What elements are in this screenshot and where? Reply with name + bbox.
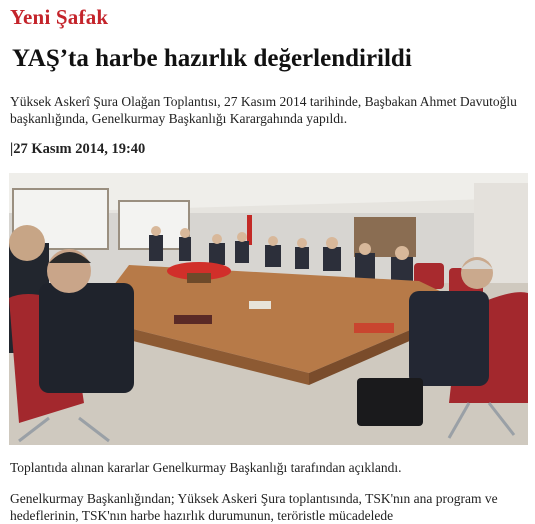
meeting-photo bbox=[9, 173, 528, 445]
article-lead: Yüksek Askerî Şura Olağan Toplantısı, 27 Kasım 2014 tarihinde, Başbakan Ahmet Davutoğlu başkanlığında, Genelkurmay Başkanlığı Karargahında yapıldı. bbox=[10, 94, 517, 126]
meeting-photo-illustration bbox=[9, 173, 528, 445]
masthead-logo: Yeni Şafak bbox=[10, 5, 109, 29]
article-body: Genelkurmay Başkanlığından; Yüksek Askeri Şura toplantısında, TSK'nın ana program ve hedeflerinin, TSK'nın harbe hazırlık durumunun, teröristle mücadelede bbox=[10, 491, 498, 523]
article-dateline: |27 Kasım 2014, 19:40 bbox=[10, 141, 146, 157]
photo-caption: Toplantıda alınan kararlar Genelkurmay Başkanlığı tarafından açıklandı. bbox=[10, 460, 402, 475]
article-headline: YAŞ’ta harbe hazırlık değerlendirildi bbox=[12, 45, 412, 72]
